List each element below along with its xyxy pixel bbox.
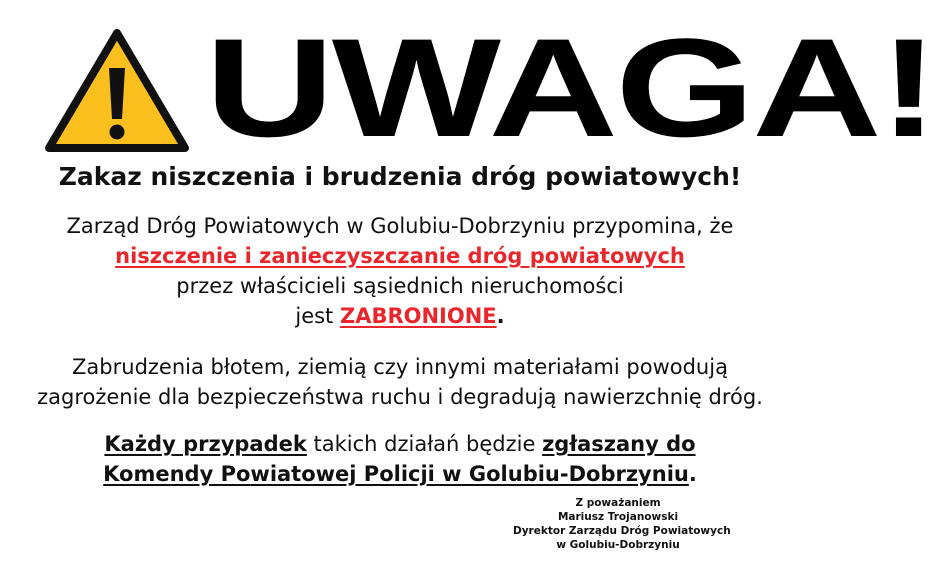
headline: UWAGA! <box>205 9 936 166</box>
consequence-paragraph <box>0 352 800 412</box>
notice-line-4-prefix: jest <box>295 304 340 328</box>
reporting-period: . <box>688 462 697 486</box>
reporting-line-1 <box>0 429 800 459</box>
consequence-line-1: Zabrudzenia błotem, ziemią czy innymi materiałami powodują <box>72 355 728 379</box>
notice-paragraph <box>0 211 800 331</box>
consequence-line-2: zagrożenie dla bezpieczeństwa ruchu i degradują nawierzchnię dróg. <box>37 385 763 409</box>
notice-line-4-suffix: . <box>496 304 505 328</box>
police-command: Komendy Powiatowej Policji w Golubiu-Dobrzyniu <box>103 462 689 486</box>
reporting-reported-to: zgłaszany do <box>542 432 696 456</box>
notice-line-4 <box>0 301 800 331</box>
signature-greeting: Z poważaniem <box>575 497 661 509</box>
warning-triangle-icon <box>42 24 192 158</box>
notice-line-1: Zarząd Dróg Powiatowych w Golubiu-Dobrzyniu przypomina, że <box>66 214 734 238</box>
notice-highlight: niszczenie i zanieczyszczanie dróg powiatowych <box>115 244 685 268</box>
reporting-middle: takich działań będzie <box>306 432 543 456</box>
signature-title: Dyrektor Zarządu Dróg Powiatowych <box>513 525 731 537</box>
signature-name: Mariusz Trojanowski <box>557 511 679 523</box>
prohibited-highlight: ZABRONIONE <box>339 304 497 328</box>
reporting-paragraph <box>0 429 800 489</box>
notice-line-3: przez właścicieli sąsiednich nieruchomości <box>176 274 624 298</box>
signature-block <box>513 496 731 552</box>
notice-line-2 <box>0 241 800 271</box>
reporting-line-2 <box>0 459 800 489</box>
signature-location: w Golubiu-Dobrzyniu <box>556 539 680 551</box>
subheading: Zakaz niszczenia i brudzenia dróg powiatowych! <box>58 162 742 191</box>
reporting-each-case: Każdy przypadek <box>104 432 307 456</box>
